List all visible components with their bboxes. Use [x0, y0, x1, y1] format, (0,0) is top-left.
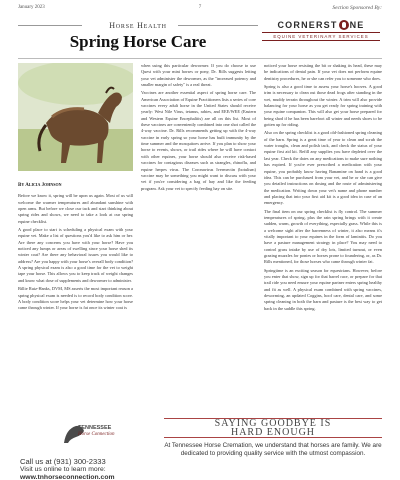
logo-wordmark: CORNERST NE	[277, 20, 365, 30]
paragraph: Spring is also a good time to assess your horse's hooves. A good trim is necessary to clean out those dead frogs after standing in the wet, muddy terrain throughout the winter. A trim will also provide balancing for your horse as you get ready for spring training with your equine companion. This will also get your horse prepared for being shod if he has been barefoot all winter and needs shoes to be gotten up for riding.	[264, 84, 382, 128]
ad-phone: Call us at (931) 300-2333	[20, 457, 106, 466]
article-column-3	[264, 63, 382, 314]
ad-website-link[interactable]: www.tnhorseconnection.com	[20, 474, 115, 480]
ad-headline-line1: SAYING GOODBYE IS	[214, 418, 332, 429]
visit-prefix: Visit us online to learn more:	[20, 466, 106, 473]
ad-visit-text	[20, 466, 160, 480]
cornerstone-logo	[262, 20, 380, 58]
paragraph: when using this particular dewormer. If you do choose to use Quest with your mini horses or pony, Dr. Rills suggests letting your vet administer the dewormer, as the "increased potency and smaller margin of safety" is a real threat.	[141, 63, 256, 88]
horseshoe-icon	[339, 20, 349, 30]
article-column-1	[18, 183, 133, 314]
paragraph: The final item on our spring checklist is fly control. The summer temperatures of spring, plus the rain spring brings with it create sudden, warm, growth of everything, especially grass. While this is a welcome sight after the barrenness of winter, it also means it's vitally important to your equines in the form of laminitis. Do you have a pasture management strategy in place? You may need to control grass intake by use of dry lots, limited turnout, or even grazing muzzles for ponies or horses prone to foundering, or, as Dr. Rills mentioned, for those horses who came through winter fat.	[264, 208, 382, 265]
paragraph: A good place to start is scheduling a physical exam with your equine vet. Make a list of questions you'd like to ask him or her. Are there any concerns you have with your horse? Have you noticed any lumps or areas of swelling since your horse shed its winter coat? Are there any behavioral issues you would like to address? Are you happy with your horse's overall body condition? A spring physical exam is also a good time for the vet to weight tape your horse. This allows you to keep track of weight changes and know what dose of supplements and dewormer to administer.	[18, 227, 133, 283]
page-header	[18, 5, 382, 15]
header-divider	[18, 58, 382, 59]
section-label: Horse Health	[109, 21, 167, 30]
article-headline: Spring Horse Care	[69, 32, 207, 51]
article-column-2	[141, 63, 256, 194]
paragraph: Before we know it, spring will be upon us again. Most of us will welcome the warmer temperatures and abundant sunshine with open arms. But before we close our tack and start thinking about spring rides and shows, we need to take a look at our spring equine checklist.	[18, 193, 133, 224]
sponsor-label: Section Sponsored By:	[332, 5, 382, 11]
ad-contact-panel	[18, 418, 158, 480]
brand-subtitle: Horse Connection	[78, 432, 115, 437]
horse-photo	[18, 63, 133, 171]
ad-headline-banner	[164, 418, 382, 438]
ad-message-panel	[164, 418, 382, 476]
horse-illustration	[18, 63, 133, 171]
paragraph: Springtime is an exciting season for equestrians. However, before you enter that show, sign up for that barrel race, or prepare for that trail ride you need ensure your equine partner enters spring healthy and fit as well. A physical exam combined with spring vaccines, deworming, an updated Coggins, hoof care, dental care, and some spring cleaning in both the barn and pasture is the best way to get back in the saddle this spring.	[264, 267, 382, 311]
issue-date: January 2023	[18, 5, 45, 10]
paragraph: noticed your horse resisting the bit or shaking its head, these may be indications of dental pain. If your vet does not perform equine dentistry procedures, he or she can refer you to someone who does.	[264, 63, 382, 81]
paragraph: Vaccines are another essential aspect of spring horse care. The American Association of Equine Practitioners lists a series of core vaccines every adult horse in the United States should receive yearly: West Nile Virus, tetanus, rabies, and EEE/WEE (Eastern and Western Equine Encephalitis) are all on this list. Most of these vaccines are conveniently combined into one shot called the 4-way vaccine. Dr. Rills recommends getting up with the 4-way vaccine in early spring so your horse has built immunity by the time summer and the mosquitoes arrive. If you plan to show your horse to events, shows, or trail rides where he will have contact with other equines, your horse should also receive risk-based vaccines for contagious diseases such as strangles, rhinoflu, and equine herpes virus. The Coronavirus Ivermectin (botulism) vaccine may be something you might want to discuss with your vet if you're considering a bag of hay and like the feeding program. Ask your vet to specify feeding hay on site.	[141, 90, 256, 191]
paragraph: Billie Ruiz-Hanks, DVM, MS asserts the most important reason a spring physical exam is needed is to record body condition score. A body condition score helps your vet determine how your horse came through winter. If your horse is fat once its winter coat is	[18, 286, 133, 311]
cremation-advertisement	[18, 418, 382, 480]
ad-statement: At Tennessee Horse Cremation, we understand that horses are family. We are dedicated to providing quality service with the utmost compassion.	[164, 442, 382, 458]
ad-headline-line2: HARD ENOUGH	[230, 426, 316, 438]
logo-tagline: EQUINE VETERINARY SERVICES	[262, 32, 380, 41]
author-byline: By Alicia Johnson	[18, 183, 62, 188]
paragraph: Also on the spring checklist is a good old-fashioned spring cleaning of the barn. Spring is a great time of year to clean and scrub the water troughs, clean and polish tack, and check the status of your equine first aid kit. Refill any supplies you have depleted over the last year. Check the dates on any medications to make sure nothing has expired. If you're ever prescribed a medication with your equine, you probably know having Banamine on hand is a good idea. This can be purchased from your vet, and he or she can give you detailed instructions on dosing and the route of administering the medication. Writing down your vet's name and phone number and placing that into your first aid kit is a good idea in case of an emergency.	[264, 130, 382, 206]
tennessee-horse-connection-logo	[58, 423, 116, 445]
page-number: 7	[198, 5, 202, 10]
brand-name: TENNESSEE	[78, 425, 112, 431]
